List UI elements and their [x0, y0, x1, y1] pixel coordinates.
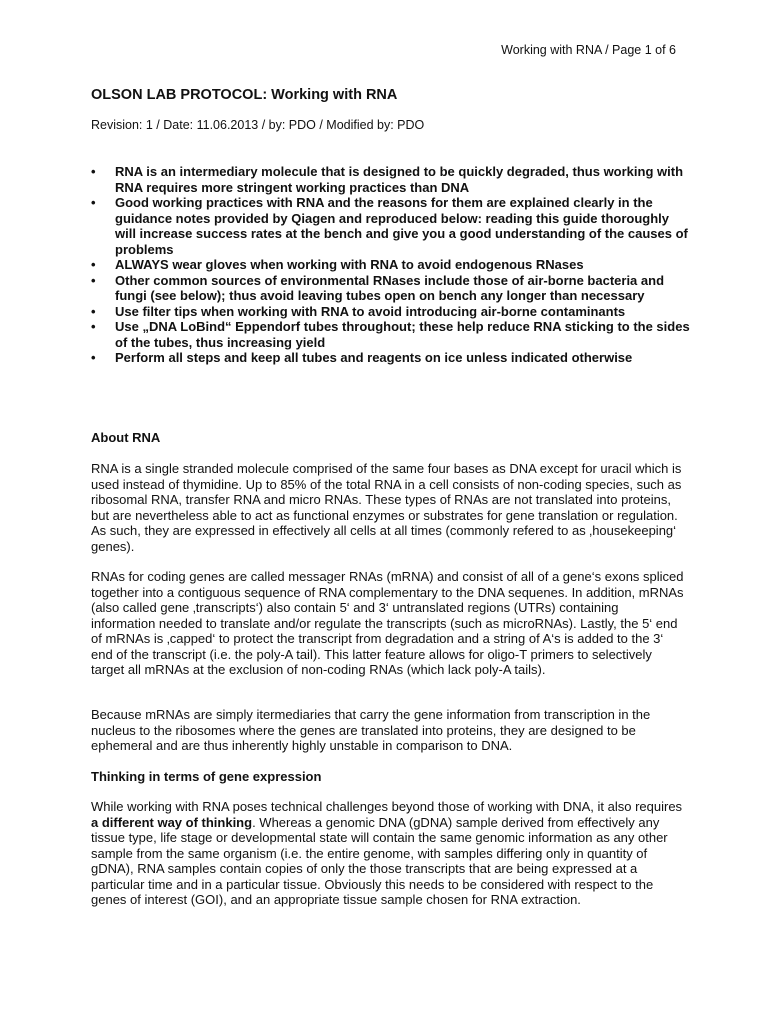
- section-heading-gene-expression: Thinking in terms of gene expression: [91, 769, 322, 784]
- rule-item: [91, 304, 691, 320]
- rule-item: [91, 350, 691, 366]
- rule-text: Other common sources of environmental RNases include those of air-borne bacteria and fungi (see below); thus avoid leaving tubes open on bench any longer than necessary: [115, 272, 665, 303]
- gene-expression-lead: While working with RNA poses technical challenges beyond those of working with DNA, it also requires: [91, 799, 683, 814]
- gene-expression-rest: . Whereas a genomic DNA (gDNA) sample derived from effectively any tissue type, life stage or developmental state will contain the same genomic information as any other sample from the same organism (i.e. the entire genome, with samples differing only in quantity of gDNA), RNA samples contain copies of only the those transcripts that are being expressed at a particular time and in a particular tissue. Obviously this needs to be considered with respect to the genes of interest (GOI), and an appropriate tissue sample chosen for RNA extraction.: [91, 814, 668, 907]
- about-rna-paragraph-2: RNAs for coding genes are called messager RNAs (mRNA) and consist of all of a gene‘s exons spliced together into a contiguous sequence of RNA complementary to the DNA sequenes. In addition, mRNAs (also called gene ‚transcripts‘) also contain 5‘ and 3‘ untranslated regions (UTRs) containing information needed to translate and/or regulate the transcripts (such as microRNAs). Lastly, the 5‘ end of mRNAs is ‚capped‘ to protect the transcript from degradation and a string of A‘s is added to the 3‘ end of the transcript (i.e. the poly-A tail). This latter feature allows for oligo-T primers to selectively target all mRNAs at the exclusion of non-coding RNAs (which lack poly-A tails).: [91, 569, 684, 677]
- rule-text: Use „DNA LoBind“ Eppendorf tubes throughout; these help reduce RNA sticking to the sides of the tubes, thus increasing yield: [115, 319, 690, 350]
- rule-item: [91, 273, 691, 304]
- rule-item: [91, 164, 691, 195]
- section-heading-about-rna: About RNA: [91, 430, 161, 445]
- bullet-icon: •: [91, 303, 96, 319]
- document-title: OLSON LAB PROTOCOL: Working with RNA: [91, 87, 398, 103]
- bullet-icon: •: [91, 319, 96, 334]
- bullet-icon: •: [91, 164, 96, 179]
- rule-text: Use filter tips when working with RNA to avoid introducing air-borne contaminants: [115, 303, 626, 319]
- rule-item: [91, 319, 691, 350]
- bullet-icon: •: [91, 350, 96, 365]
- about-rna-paragraph-1: RNA is a single stranded molecule comprised of the same four bases as DNA except for uracil which is used instead of thymidine. Up to 85% of the total RNA in a cell consists of non-coding species, such as ribosomal RNA, transfer RNA and micro RNAs. These types of RNAs are not translated into proteins, but are nevertheless able to act as functional enzymes or substrates for gene translation or regulation. As such, they are expressed in effectively all cells at all times (commonly refered to as ‚housekeeping‘ genes).: [91, 461, 682, 554]
- running-header: Working with RNA / Page 1 of 6: [501, 43, 676, 57]
- protocol-rules-list: [91, 164, 691, 366]
- gene-expression-emphasis: a different way of thinking: [91, 814, 253, 830]
- rule-item: [91, 195, 691, 257]
- bullet-icon: •: [91, 195, 96, 210]
- bullet-icon: •: [91, 257, 96, 272]
- rule-text: RNA is an intermediary molecule that is designed to be quickly degraded, thus working with RNA requires more stringent working practices than DNA: [115, 164, 684, 195]
- about-rna-paragraph-3: Because mRNAs are simply itermediaries that carry the gene information from transcription in the nucleus to the ribosomes where the genes are translated into proteins, they are designed to be ephemeral and are thus inherently highly unstable in comparison to DNA.: [91, 707, 651, 753]
- bullet-icon: •: [91, 272, 96, 288]
- rule-text: Good working practices with RNA and the reasons for them are explained clearly in the guidance notes provided by Qiagen and reproduced below: reading this guide thoroughly will increase success rates at the bench and give you a good understanding of the causes of problems: [115, 195, 688, 257]
- rule-item: [91, 257, 691, 273]
- revision-line: Revision: 1 / Date: 11.06.2013 / by: PDO / Modified by: PDO: [91, 118, 425, 132]
- rule-text: ALWAYS wear gloves when working with RNA to avoid endogenous RNases: [115, 257, 584, 272]
- gene-expression-paragraph: [91, 799, 686, 908]
- rule-text: Perform all steps and keep all tubes and reagents on ice unless indicated otherwise: [115, 350, 633, 365]
